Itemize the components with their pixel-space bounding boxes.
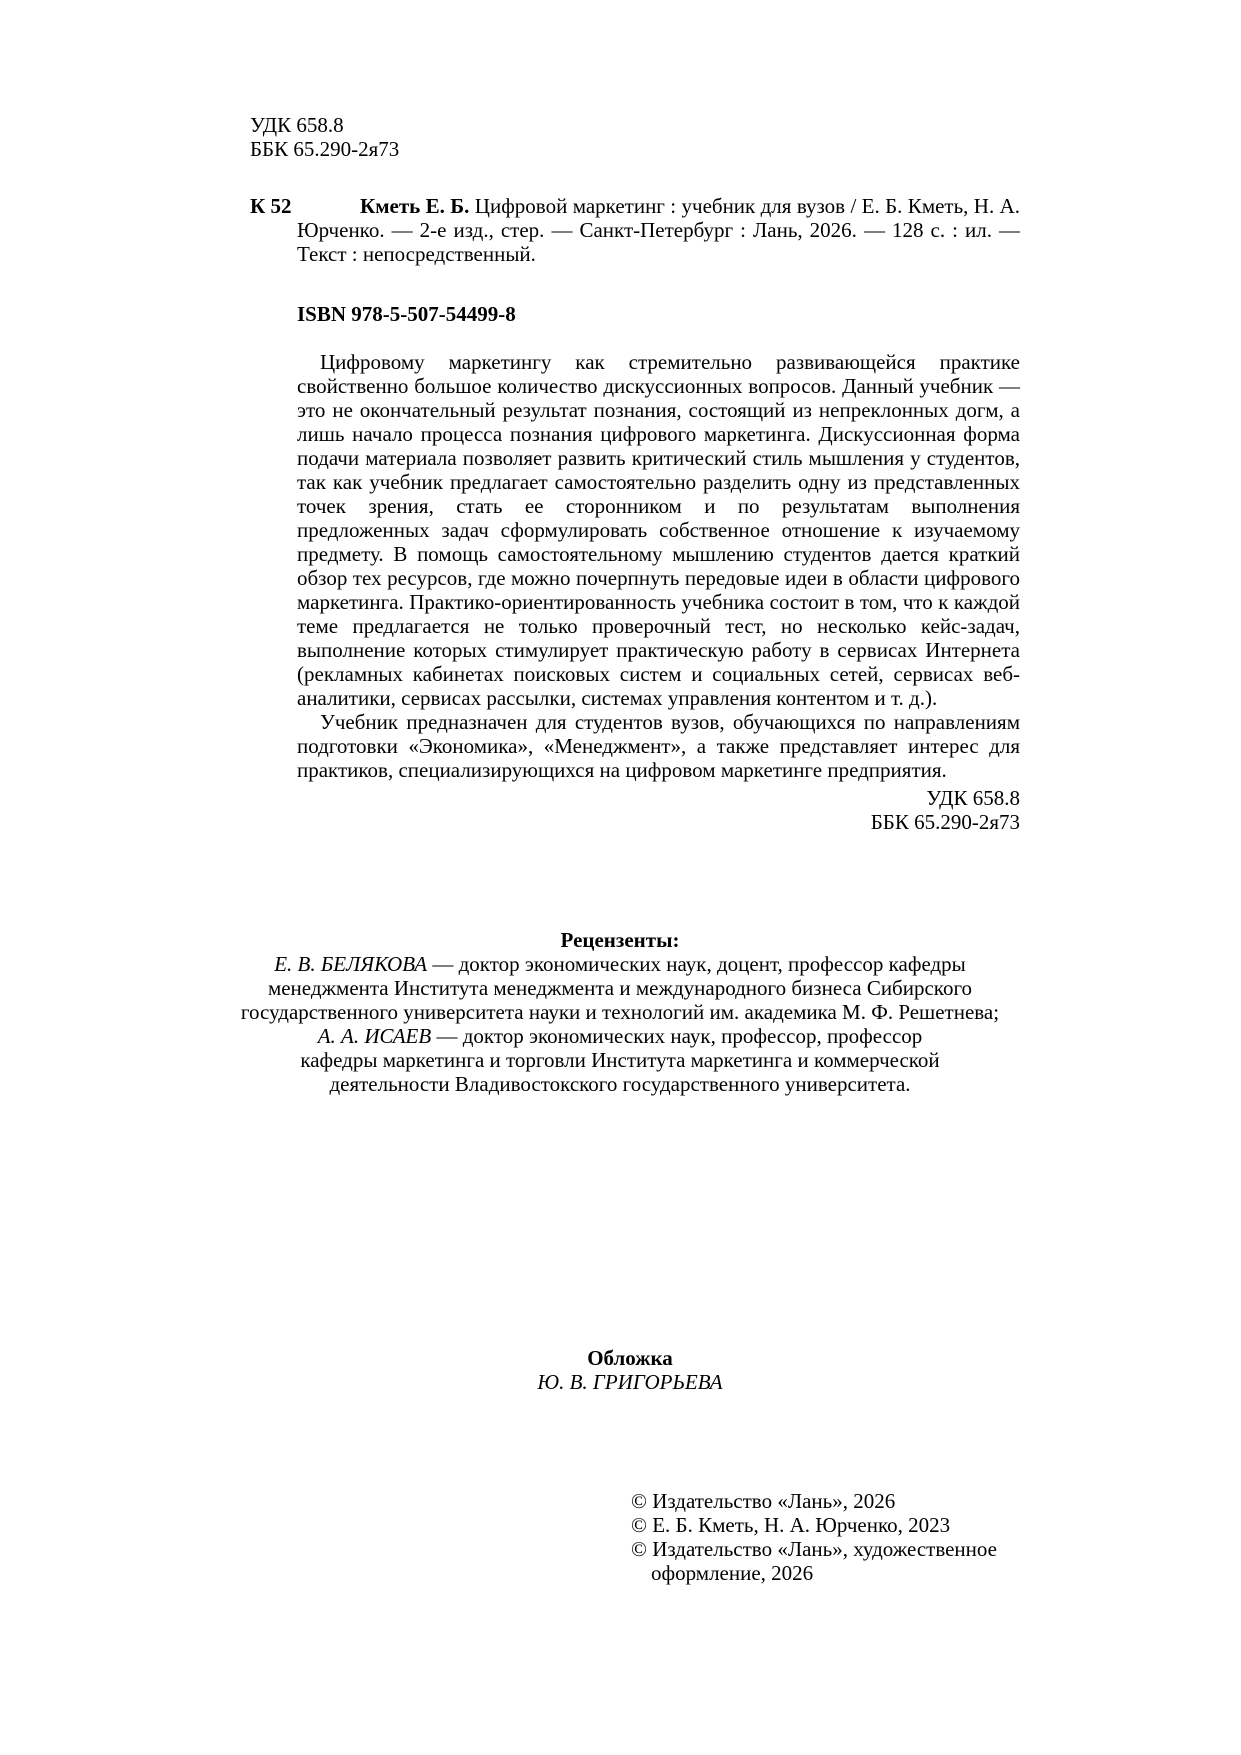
reviewers-block bbox=[200, 928, 1040, 1096]
reviewer-line: кафедры маркетинга и торговли Института маркетинга и коммерческой bbox=[300, 1048, 940, 1072]
udk-code: УДК 658.8 bbox=[250, 113, 344, 137]
abstract-paragraph: Учебник предназначен для студентов вузов, обучающихся по направлениям подготовки «Экономика», «Менеджмент», а также представляет интерес для практиков, специализирующихся на цифровом маркетинге предприятия. bbox=[297, 710, 1020, 782]
reviewer-line bbox=[200, 1024, 1040, 1048]
record-body bbox=[297, 194, 1020, 266]
record-author: Кметь Е. Б. bbox=[360, 194, 470, 218]
bbk-code: ББК 65.290-2я73 bbox=[250, 137, 400, 161]
reviewer-desc: — доктор экономических наук, профессор, профессор bbox=[436, 1024, 923, 1048]
copyright-block bbox=[631, 1489, 1011, 1585]
reviewers-heading: Рецензенты: bbox=[560, 928, 680, 952]
reviewer-desc: — доктор экономических наук, доцент, профессор кафедры bbox=[432, 952, 966, 976]
reviewer-line: менеджмента Института менеджмента и международного бизнеса Сибирского bbox=[267, 976, 973, 1000]
udk-code: УДК 658.8 bbox=[926, 786, 1020, 810]
reviewer-line: государственного университета науки и технологий им. академика М. Ф. Решетнева; bbox=[240, 1000, 1000, 1024]
cover-heading: Обложка bbox=[587, 1346, 673, 1370]
classification-codes-bottom bbox=[871, 786, 1020, 834]
isbn: ISBN 978-5-507-54499-8 bbox=[297, 302, 516, 326]
reviewer-line: деятельности Владивостокского государственного университета. bbox=[329, 1072, 911, 1096]
reviewer-name: А. А. ИСАЕВ bbox=[317, 1024, 432, 1048]
cover-credit bbox=[400, 1346, 860, 1394]
reviewer-line bbox=[200, 952, 1040, 976]
classification-codes bbox=[250, 113, 399, 161]
copyright-line: оформление, 2026 bbox=[651, 1561, 814, 1585]
bbk-code: ББК 65.290-2я73 bbox=[870, 810, 1020, 834]
bibliographic-record bbox=[250, 194, 1020, 266]
copyright-line: © Издательство «Лань», 2026 bbox=[631, 1489, 896, 1513]
record-text: Цифровой маркетинг : учебник для вузов / Е. Б. Кметь, Н. А. Юрченко. — 2-е изд., стер. — Санкт-Петербург : Лань, 2026. — 128 с. : ил. — Текст : непосредственный. bbox=[297, 194, 1021, 266]
cover-designer: Ю. В. ГРИГОРЬЕВА bbox=[537, 1370, 723, 1394]
abstract-paragraph: Цифровому маркетингу как стремительно развивающейся практике свойственно большое количество дискуссионных вопросов. Данный учебник — это не окончательный результат познания, состоящий из непреклонных догм, а лишь начало процесса познания цифрового маркетинга. Дискуссионная форма подачи материала позволяет развить критический стиль мышления у студентов, так как учебник предлагает самостоятельно разделить одну из представленных точек зрения, стать ее сторонником и по результатам выполнения предложенных задач сформулировать собственное отношение к изучаемому предмету. В помощь самостоятельному мышлению студентов дается краткий обзор тех ресурсов, где можно почерпнуть передовые идеи в области цифрового маркетинга. Практико-ориентированность учебника состоит в том, что к каждой теме предлагается не только проверочный тест, но несколько кейс-задач, выполнение которых стимулирует практическую работу в сервисах Интернета (рекламных кабинетах поисковых систем и социальных сетей, сервисах веб-аналитики, сервисах рассылки, системах управления контентом и т. д.). bbox=[297, 350, 1020, 710]
copyright-line: © Издательство «Лань», художественное bbox=[631, 1537, 997, 1561]
copyright-line: © Е. Б. Кметь, Н. А. Юрченко, 2023 bbox=[631, 1513, 951, 1537]
abstract bbox=[297, 350, 1020, 782]
author-cipher: К 52 bbox=[250, 194, 292, 218]
reviewer-name: Е. В. БЕЛЯКОВА bbox=[274, 952, 428, 976]
